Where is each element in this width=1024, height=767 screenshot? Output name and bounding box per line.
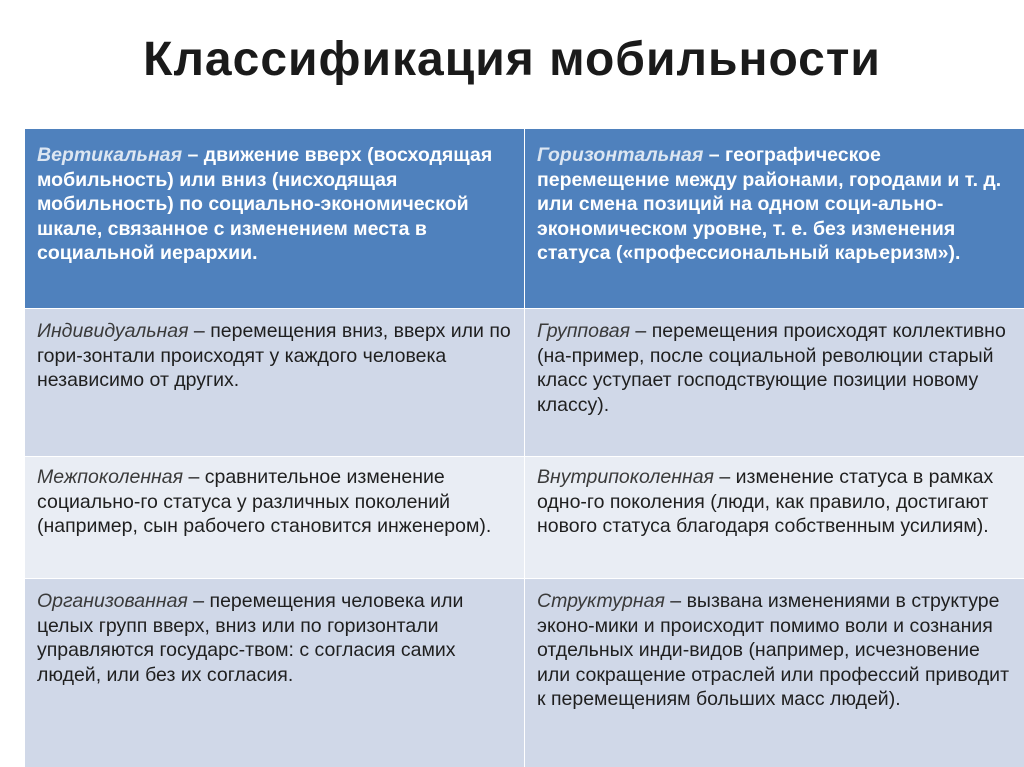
cell-organized: [25, 579, 525, 767]
term-structural: Структурная: [537, 590, 665, 612]
term-intergenerational: Межпоколенная: [37, 466, 184, 488]
page-title: Классификация мобильности: [143, 33, 881, 86]
cell-structural: [525, 579, 1024, 767]
definition-intragenerational: – изменение статуса в рамках одно-го поколения (люди, как правило, достигают нового статуса благодаря собственным усилиям).: [537, 466, 994, 537]
term-vertical: Вертикальная: [37, 144, 183, 166]
cell-individual: [25, 309, 525, 457]
definition-structural: – вызвана изменениями в структуре эконо-мики и происходит помимо воли и сознания отдельных инди-видов (например, исчезновение или сокращение отраслей или профессий приводит к перемещениям больших масс людей).: [537, 590, 1010, 710]
cell-group: [525, 309, 1024, 457]
cell-intergenerational: [25, 457, 525, 579]
definition-horizontal: – географическое перемещение между районами, городами и т. д. или смена позиций на одном соци-ально-экономическом уровне, т. е. без изменения статуса («профессиональный карьеризм»).: [537, 144, 1002, 264]
term-intragenerational: Внутрипоколенная: [537, 466, 714, 488]
definition-intergenerational: – сравнительное изменение социально-го статуса у различных поколений (например, сын рабочего становится инженером).: [37, 466, 492, 537]
definition-vertical: – движение вверх (восходящая мобильность) или вниз (нисходящая мобильность) по социально-экономической шкале, связанное с изменением места в социальной иерархии.: [37, 144, 493, 264]
term-individual: Индивидуальная: [37, 320, 189, 342]
term-horizontal: Горизонтальная: [537, 144, 704, 166]
cell-vertical: [25, 129, 525, 309]
definition-organized: – перемещения человека или целых групп вверх, вниз или по горизонтали управляются государс-твом: с согласия самих людей, или без их согласия.: [37, 590, 464, 686]
definition-group: – перемещения происходят коллективно (на-пример, после социальной революции старый класс уступает господствующие позиции новому классу).: [537, 320, 1006, 416]
cell-horizontal: [525, 129, 1024, 309]
classification-table: [25, 129, 1024, 767]
term-organized: Организованная: [37, 590, 188, 612]
definition-individual: – перемещения вниз, вверх или по гори-зонтали происходят у каждого человека независимо от других.: [37, 320, 511, 391]
cell-intragenerational: [525, 457, 1024, 579]
term-group: Групповая: [537, 320, 631, 342]
